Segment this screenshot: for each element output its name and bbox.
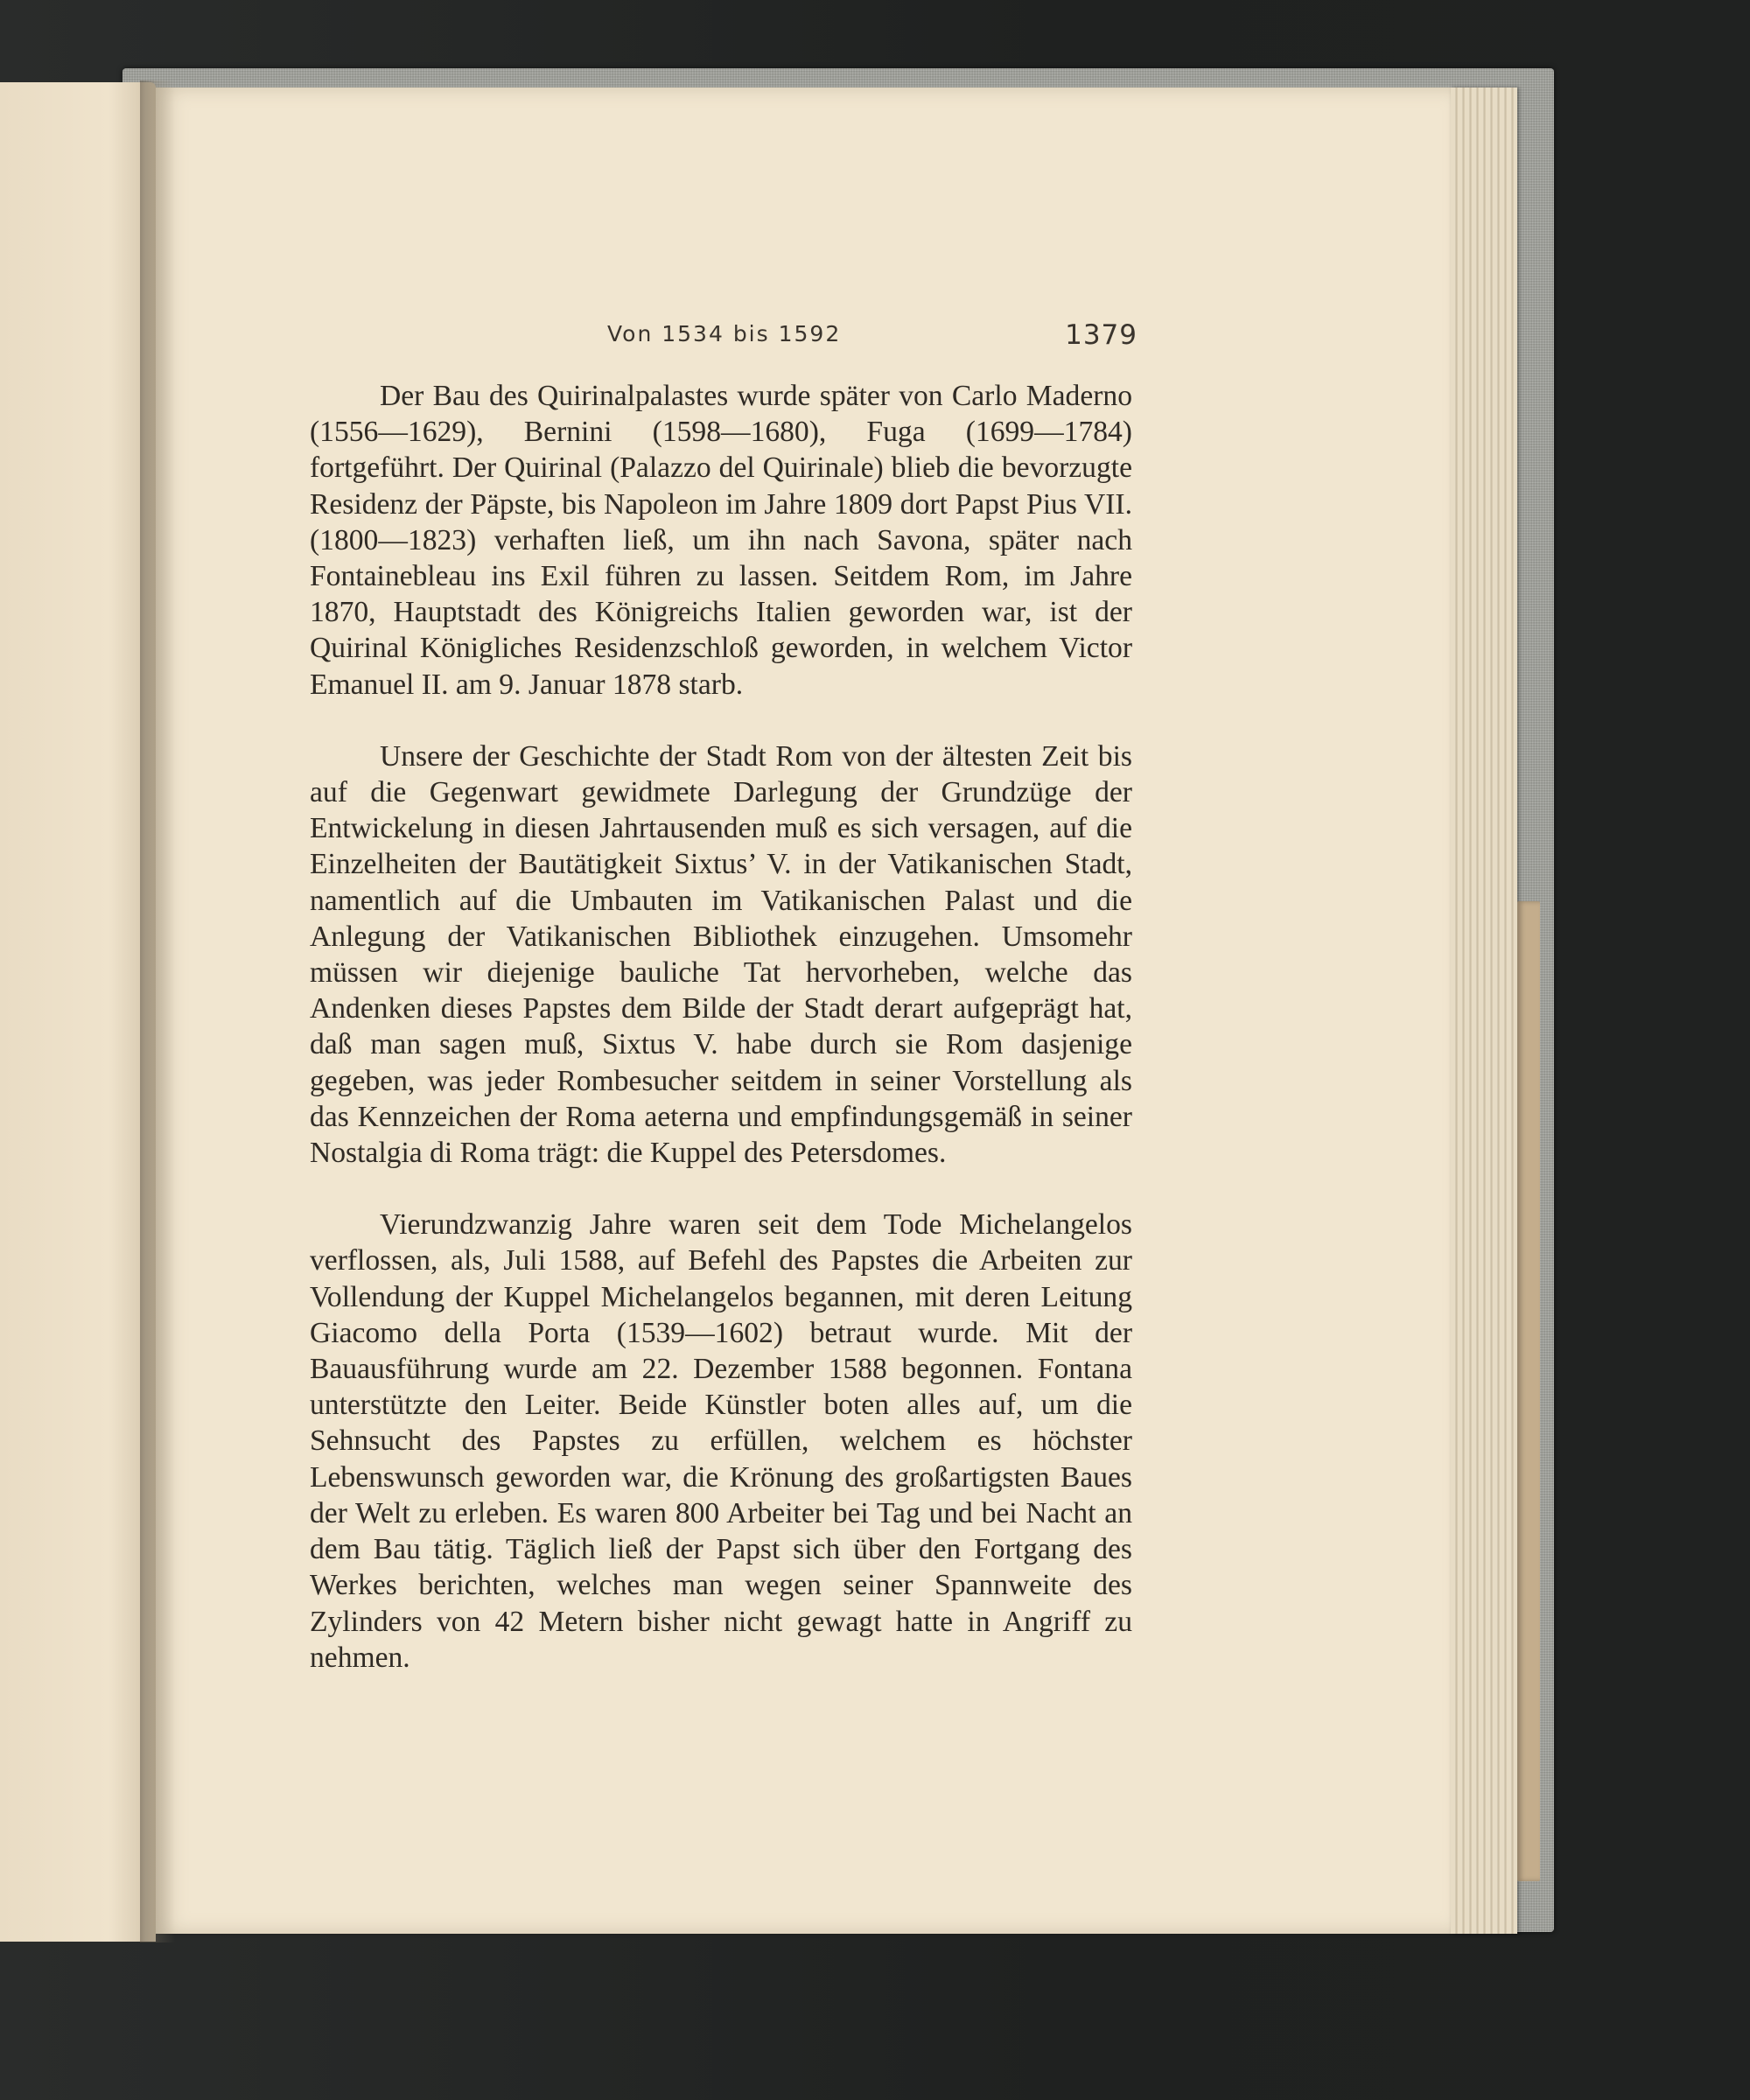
page-header [310,309,1138,361]
paragraph-sixtus: Unsere der Geschichte der Stadt Rom von der ältesten Zeit bis auf die Gegenwart gewidmete Darlegung der Grundzüge der Entwickelung in diesen Jahrtausenden muß es sich versagen, auf die Einzelheiten der Bautätigkeit Sixtus’ V. in der Vatikanischen Stadt, namentlich auf die Umbauten im Vatikanischen Palast und die Anlegung der Vatikanischen Bibliothek einzugehen. Umsomehr müssen wir diejenige bauliche Tat hervorheben, welche das Andenken dieses Papstes dem Bilde der Stadt derart aufgeprägt hat, daß man sagen muß, Sixtus V. habe durch sie Rom dasjenige gegeben, was jeder Rombesucher seitdem in seiner Vorstellung als das Kennzeichen der Roma aeterna und empfindungsgemäß in seiner Nostalgia di Roma trägt: die Kuppel des Petersdomes. [310,739,1132,1170]
left-page [0,82,156,1942]
gutter-shadow [140,80,175,1942]
running-head: Von 1534 bis 1592 [607,321,842,346]
paragraph-quirinal: Der Bau des Quirinalpalastes wurde später von Carlo Maderno (1556—1629), Bernini (1598—1680), Fuga (1699—1784) fortgeführt. Der Quirinal (Palazzo del Quirinale) blieb die bevorzugte Residenz der Päpste, bis Napoleon im Jahre 1809 dort Papst Pius VII. (1800—1823) verhaften ließ, um ihn nach Savona, später nach Fontainebleau ins Exil führen zu lassen. Seitdem Rom, im Jahre 1870, Hauptstadt des Königreichs Italien geworden war, ist der Quirinal Königliches Residenzschloß geworden, in welchem Victor Emanuel II. am 9. Januar 1878 starb. [310,380,1132,701]
body-text [310,378,1132,1676]
paragraph-kuppel: Vierundzwanzig Jahre waren seit dem Tode Michelangelos verflossen, als, Juli 1588, auf Befehl des Papstes die Arbeiten zur Vollendung der Kuppel Michelangelos begannen, mit deren Leitung Giacomo della Porta (1539—1602) betraut wurde. Mit der Bauausführung wurde am 22. Dezember 1588 begonnen. Fontana unterstützte den Leiter. Beide Künstler boten alles auf, um die Sehnsucht des Papstes zu erfüllen, welchem es höchster Lebenswunsch geworden war, die Krönung des großartigsten Baues der Welt zu erleben. Es waren 800 Arbeiter bei Tag und bei Nacht an dem Bau tätig. Täglich ließ der Papst sich über den Fortgang des Werkes berichten, welches man wegen seiner Spannweite des Zylinders von 42 Metern bisher nicht gewagt hatte in Angriff zu nehmen. [310,1208,1132,1674]
page-edges [1451,88,1517,1934]
page-tab-marker [1517,901,1540,1881]
page-number: 1379 [1065,319,1138,351]
